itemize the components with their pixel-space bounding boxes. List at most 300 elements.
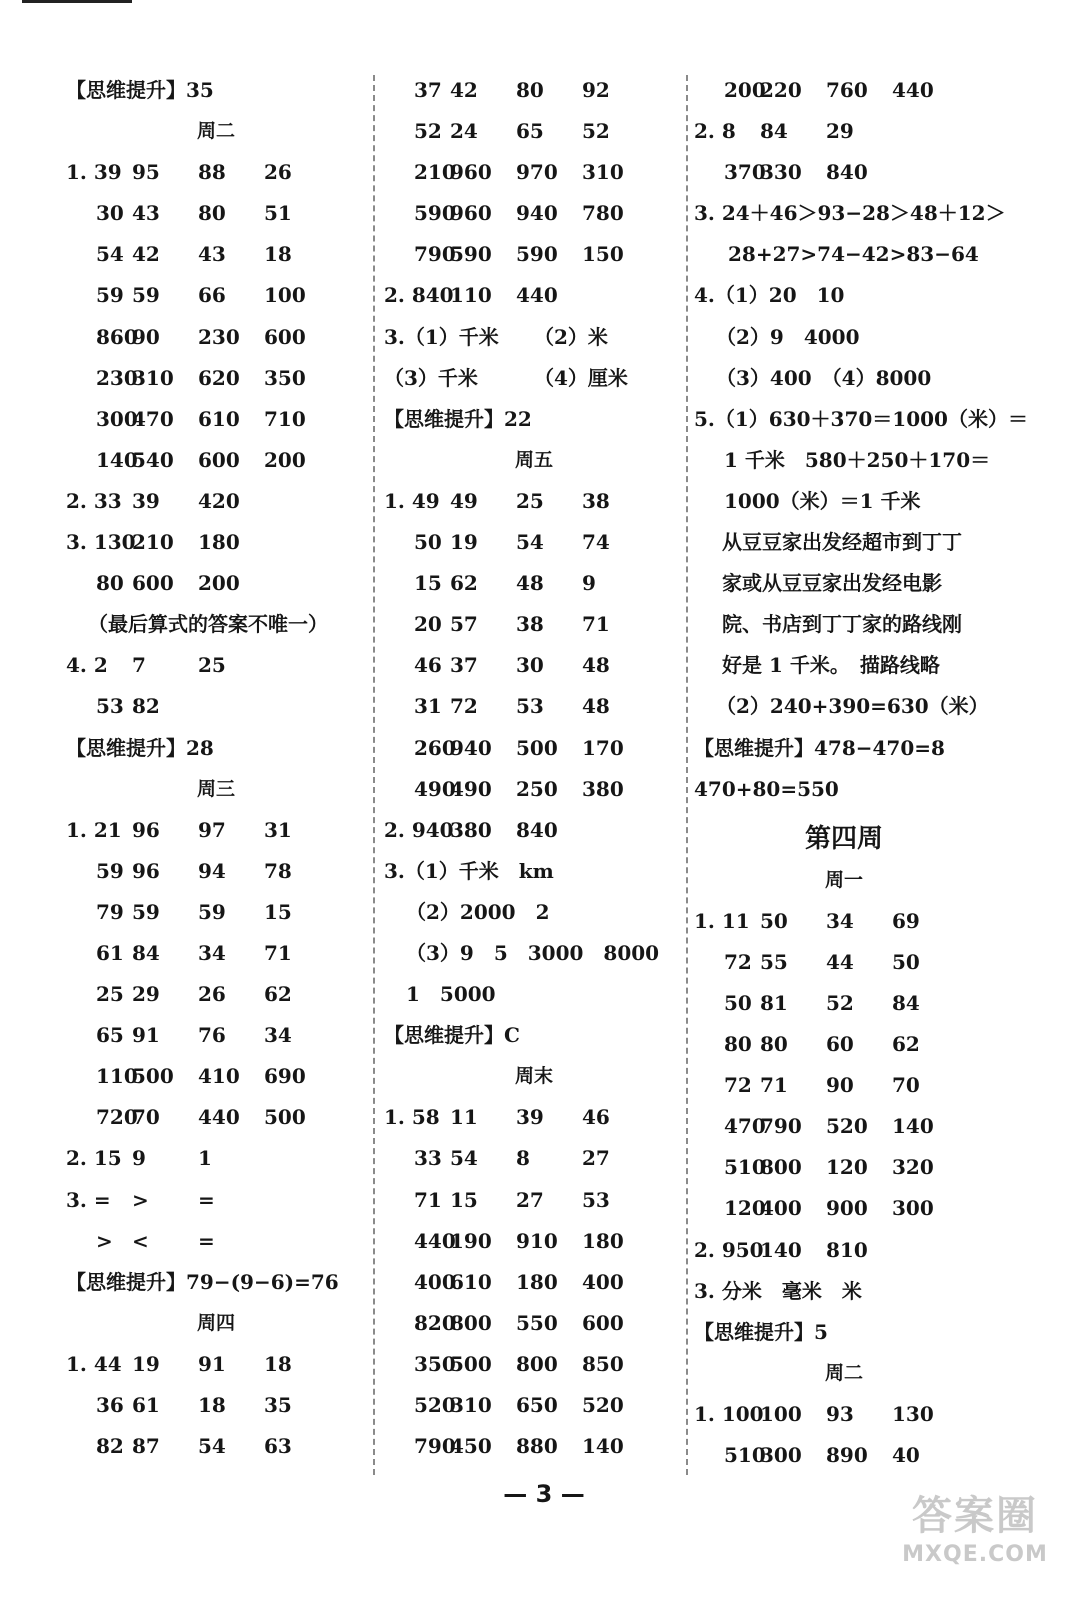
answer-value: 84	[760, 119, 788, 144]
answer-row	[66, 1387, 366, 1428]
answer-value: 890	[826, 1443, 868, 1467]
answer-value: 470	[724, 1114, 766, 1139]
answer-value: 92	[582, 78, 610, 102]
answer-row	[384, 154, 684, 195]
answer-row	[694, 1437, 994, 1478]
answer-value: 900	[826, 1196, 868, 1221]
answer-value: 70	[892, 1073, 920, 1098]
answer-value: 490	[414, 776, 456, 801]
answer-value: 30	[516, 653, 544, 678]
answer-value: 600	[264, 324, 306, 349]
answer-row	[384, 319, 684, 360]
answer-row	[384, 1346, 684, 1387]
answer-value: 200	[724, 78, 766, 102]
answer-value: 50	[760, 908, 788, 933]
answer-value: 18	[198, 1393, 226, 1417]
answer-value: 3. =	[66, 1187, 111, 1212]
answer-value: 440	[198, 1105, 240, 1130]
answer-row	[384, 730, 684, 771]
answer-value: 48	[582, 694, 610, 719]
answer-row	[694, 1149, 994, 1190]
answer-value: 320	[892, 1155, 934, 1180]
answer-value: 59	[132, 283, 160, 308]
answer-value: 500	[450, 1351, 492, 1376]
answer-value: 880	[516, 1434, 558, 1459]
answer-row	[66, 360, 366, 401]
answer-row	[384, 606, 684, 647]
answer-value: 310	[582, 160, 624, 185]
answer-text: 好是 1 千米。 描路线略	[722, 653, 940, 678]
answer-value: 87	[132, 1434, 160, 1459]
answer-value: 260	[414, 735, 456, 760]
answer-text: 【思维提升】C	[384, 1023, 520, 1048]
answer-value: 600	[198, 447, 240, 472]
answer-value: 350	[264, 365, 306, 390]
answer-value: 230	[96, 365, 138, 390]
answer-value: 1	[198, 1146, 212, 1171]
answer-row	[384, 647, 684, 688]
answer-value: 46	[414, 653, 442, 678]
answer-value: 27	[582, 1146, 610, 1171]
answer-value: 690	[264, 1064, 306, 1089]
answer-row	[66, 483, 366, 524]
answer-row	[384, 1223, 684, 1264]
answer-row	[384, 1428, 684, 1469]
answer-value: 59	[96, 858, 124, 883]
answer-value: 42	[132, 242, 160, 267]
answer-value: 820	[414, 1310, 456, 1335]
answer-value: 300	[892, 1196, 934, 1221]
answer-value: 520	[582, 1393, 624, 1417]
answer-value: 840	[826, 160, 868, 185]
answer-value: 610	[198, 406, 240, 431]
answer-value: 310	[450, 1393, 492, 1417]
answer-value: 60	[826, 1032, 854, 1057]
answer-value: 59	[132, 899, 160, 924]
answer-row	[384, 1305, 684, 1346]
answer-value: 25	[198, 653, 226, 678]
answer-value: 970	[516, 160, 558, 185]
answer-value: 230	[198, 324, 240, 349]
answer-value: 650	[516, 1393, 558, 1417]
answer-text: 【思维提升】478−470=8	[694, 735, 945, 760]
answer-value: 91	[198, 1351, 226, 1376]
answer-value: 140	[582, 1434, 624, 1459]
week-heading: 第四周	[804, 823, 883, 854]
answer-value: 800	[516, 1351, 558, 1376]
answer-value: 31	[414, 694, 442, 719]
answer-value: 140	[892, 1114, 934, 1139]
top-edge-bar	[22, 0, 132, 3]
answer-value: 79	[96, 899, 124, 924]
answer-value: 110	[450, 283, 492, 308]
answer-value: 380	[450, 817, 492, 842]
answer-value: 380	[582, 776, 624, 801]
answer-row	[694, 72, 994, 113]
answer-row	[384, 1099, 684, 1140]
answer-value: 50	[724, 990, 752, 1015]
answer-value: 600	[132, 571, 174, 596]
answer-value: 15	[264, 899, 292, 924]
answer-value: 8	[516, 1146, 530, 1171]
answer-value: 1. 39	[66, 160, 122, 185]
answer-value: 1. 49	[384, 488, 440, 513]
answer-value: 81	[760, 990, 788, 1015]
watermark-line1: 答案圈	[912, 1493, 1038, 1539]
answer-value: 940	[450, 735, 492, 760]
answer-value: 26	[264, 160, 292, 185]
answer-row	[66, 236, 366, 277]
answer-value: 210	[132, 530, 174, 555]
answer-value: 180	[582, 1228, 624, 1253]
answer-value: 50	[414, 530, 442, 555]
answer-value: 70	[132, 1105, 160, 1130]
answer-value: 330	[760, 160, 802, 185]
answer-text: （2）240+390=630（米）	[716, 694, 989, 719]
answer-value: 300	[760, 1443, 802, 1467]
answer-row	[694, 1067, 994, 1108]
answer-value: 71	[760, 1073, 788, 1098]
answer-value: 84	[892, 990, 920, 1015]
answer-text: 【思维提升】5	[694, 1319, 828, 1344]
answer-value: 3.（1）千米	[384, 324, 499, 349]
answer-row	[66, 565, 366, 606]
answer-value: 860	[96, 324, 138, 349]
answer-value: 51	[264, 201, 292, 226]
answer-row	[384, 1264, 684, 1305]
answer-value: 1. 58	[384, 1105, 440, 1130]
answer-text: 1000（米）＝1 千米	[724, 488, 921, 513]
answer-value: 29	[132, 982, 160, 1007]
answer-row	[66, 935, 366, 976]
answer-value: 960	[450, 160, 492, 185]
answer-value: 84	[132, 940, 160, 965]
answer-value: 44	[826, 949, 854, 974]
answer-value: 100	[760, 1401, 802, 1426]
answer-value: 18	[264, 1351, 292, 1376]
answer-value: 410	[198, 1064, 240, 1089]
answer-value: 31	[264, 817, 292, 842]
answer-value: 80	[760, 1032, 788, 1057]
answer-value: 790	[760, 1114, 802, 1139]
page-number: — 3 —	[503, 1480, 585, 1508]
answer-value: 1. 100	[694, 1401, 764, 1426]
answer-value: 94	[198, 858, 226, 883]
answer-row	[66, 319, 366, 360]
answer-value: 29	[826, 119, 854, 144]
answer-value: 49	[450, 488, 478, 513]
answer-row	[384, 277, 684, 318]
answer-row	[694, 944, 994, 985]
answer-value: 470	[132, 406, 174, 431]
answer-value: 2. 15	[66, 1146, 122, 1171]
answer-value: 53	[516, 694, 544, 719]
answer-value: 760	[826, 78, 868, 102]
answer-row	[694, 113, 994, 154]
day-heading: 周末	[514, 1065, 553, 1088]
day-heading: 周五	[514, 448, 553, 471]
answer-value: 150	[582, 242, 624, 267]
answer-text: 3. 24＋46＞93−28＞48＋12＞	[694, 201, 1006, 226]
answer-value: 780	[582, 201, 624, 226]
answer-row	[66, 1140, 366, 1181]
answer-value: 440	[892, 78, 934, 102]
answer-value: 210	[414, 160, 456, 185]
answer-value: 710	[264, 406, 306, 431]
answer-value: <	[132, 1228, 149, 1253]
answer-value: 500	[516, 735, 558, 760]
answer-value: 370	[724, 160, 766, 185]
answer-text: （最后算式的答案不唯一）	[88, 612, 328, 637]
answer-value: 52	[826, 990, 854, 1015]
answer-value: 510	[724, 1443, 766, 1467]
answer-value: 1. 21	[66, 817, 122, 842]
answer-value: 420	[198, 488, 240, 513]
answer-value: 71	[264, 940, 292, 965]
answer-value: 1. 11	[694, 908, 750, 933]
answer-value: 590	[516, 242, 558, 267]
answer-value: =	[198, 1228, 215, 1253]
answer-value: 90	[826, 1073, 854, 1098]
answer-value: 3. 130	[66, 530, 136, 555]
answer-value: 9	[132, 1146, 146, 1171]
answer-value: 43	[198, 242, 226, 267]
answer-row	[384, 72, 684, 113]
answer-value: 36	[96, 1393, 124, 1417]
answer-row	[384, 1387, 684, 1428]
watermark-logo	[890, 1492, 1060, 1582]
answer-value: 2. 940	[384, 817, 454, 842]
day-heading: 周一	[824, 868, 863, 891]
answer-value: 500	[264, 1105, 306, 1130]
answer-value: 19	[450, 530, 478, 555]
answer-row	[66, 401, 366, 442]
answer-value: 140	[760, 1237, 802, 1262]
answer-row	[384, 688, 684, 729]
answer-value: 78	[264, 858, 292, 883]
watermark-line2: MXQE.COM	[902, 1542, 1048, 1567]
answer-value: 620	[198, 365, 240, 390]
answer-value: 96	[132, 858, 160, 883]
answer-row	[66, 1017, 366, 1058]
answer-value: 590	[414, 201, 456, 226]
answer-value: 54	[450, 1146, 478, 1171]
answer-value: 93	[826, 1401, 854, 1426]
answer-value: 25	[516, 488, 544, 513]
answer-value: 15	[414, 571, 442, 596]
answer-value: 800	[760, 1155, 802, 1180]
answer-row	[66, 812, 366, 853]
answer-value: 39	[132, 488, 160, 513]
answer-value: 600	[582, 1310, 624, 1335]
answer-row	[694, 154, 994, 195]
answer-value: 50	[892, 949, 920, 974]
answer-value: 510	[724, 1155, 766, 1180]
answer-value: 520	[414, 1393, 456, 1417]
answer-value: 43	[132, 201, 160, 226]
answer-value: 38	[582, 488, 610, 513]
answer-value: 400	[582, 1269, 624, 1294]
answer-value: 95	[132, 160, 160, 185]
answer-row	[694, 985, 994, 1026]
answer-row	[384, 113, 684, 154]
answer-value: （3）千米	[384, 365, 478, 390]
answer-value: 53	[96, 694, 124, 719]
answer-row	[66, 524, 366, 565]
answer-value: 190	[450, 1228, 492, 1253]
answer-row	[66, 853, 366, 894]
answer-row	[66, 1428, 366, 1469]
answer-row	[694, 1232, 994, 1273]
answer-value: 590	[450, 242, 492, 267]
answer-value: 2. 33	[66, 488, 122, 513]
answer-text: 【思维提升】79−(9−6)=76	[66, 1269, 339, 1294]
answer-text: 3. 分米 毫米 米	[694, 1278, 862, 1303]
answer-value: 200	[198, 571, 240, 596]
answer-row	[694, 1108, 994, 1149]
answer-value: =	[198, 1187, 215, 1212]
answer-value: 960	[450, 201, 492, 226]
answer-value: 54	[516, 530, 544, 555]
answer-value: 610	[450, 1269, 492, 1294]
answer-value: 24	[450, 119, 478, 144]
answer-text: 3.（1）千米 km	[384, 858, 554, 883]
answer-text: 470+80=550	[694, 776, 839, 801]
answer-text: 【思维提升】35	[66, 78, 214, 102]
answer-row	[694, 1026, 994, 1067]
answer-row	[66, 1058, 366, 1099]
answer-row	[384, 236, 684, 277]
answer-value: 37	[414, 78, 442, 102]
answer-value: 180	[198, 530, 240, 555]
answer-row	[66, 277, 366, 318]
answer-value: 220	[760, 78, 802, 102]
answer-value: 2. 840	[384, 283, 454, 308]
answer-value: 500	[132, 1064, 174, 1089]
answer-value: 180	[516, 1269, 558, 1294]
answer-value: 48	[582, 653, 610, 678]
answer-value: 400	[760, 1196, 802, 1221]
answer-value: 33	[414, 1146, 442, 1171]
answer-text: 院、书店到丁丁家的路线刚	[722, 612, 962, 637]
answer-value: 88	[198, 160, 226, 185]
answer-value: 90	[132, 324, 160, 349]
answer-value: 37	[450, 653, 478, 678]
answer-value: 62	[892, 1032, 920, 1057]
answer-row	[384, 1182, 684, 1223]
answer-row	[384, 565, 684, 606]
answer-row	[66, 688, 366, 729]
answer-text: 5.（1）630＋370＝1000（米）＝	[694, 406, 1028, 431]
answer-value: 80	[516, 78, 544, 102]
answer-value: 910	[516, 1228, 558, 1253]
answer-value: 34	[198, 940, 226, 965]
answer-value: 1. 44	[66, 1351, 122, 1376]
answer-value: 39	[516, 1105, 544, 1130]
answer-value: 120	[826, 1155, 868, 1180]
answer-value: 130	[892, 1401, 934, 1426]
answer-value: 7	[132, 653, 146, 678]
answer-value: 120	[724, 1196, 766, 1221]
answer-value: 65	[96, 1023, 124, 1048]
answer-text: 家或从豆豆家出发经电影	[722, 571, 942, 596]
answer-value: 59	[96, 283, 124, 308]
answer-value: 52	[414, 119, 442, 144]
answer-value: 97	[198, 817, 226, 842]
answer-value: （4）厘米	[534, 365, 628, 390]
answer-value: 27	[516, 1187, 544, 1212]
answer-value: 96	[132, 817, 160, 842]
answer-column-1	[66, 72, 366, 1469]
answer-value: 38	[516, 612, 544, 637]
answer-row	[384, 360, 684, 401]
answer-value: 170	[582, 735, 624, 760]
answer-value: 62	[450, 571, 478, 596]
answer-value: 250	[516, 776, 558, 801]
column-divider-1	[373, 75, 375, 1475]
answer-text: 28+27>74−42>83−64	[728, 242, 979, 267]
answer-value: 34	[264, 1023, 292, 1048]
answer-value: 40	[892, 1443, 920, 1467]
answer-value: 59	[198, 899, 226, 924]
answer-value: 62	[264, 982, 292, 1007]
answer-value: 11	[450, 1105, 478, 1130]
answer-value: 42	[450, 78, 478, 102]
answer-value: 61	[96, 940, 124, 965]
answer-row	[66, 442, 366, 483]
answer-row	[694, 1396, 994, 1437]
answer-value: 490	[450, 776, 492, 801]
answer-value: 9	[582, 571, 596, 596]
answer-value: 790	[414, 1434, 456, 1459]
answer-value: 440	[414, 1228, 456, 1253]
answer-value: 71	[582, 612, 610, 637]
answer-value: 20	[414, 612, 442, 637]
answer-value: （2）米	[534, 324, 608, 349]
answer-value: 310	[132, 365, 174, 390]
answer-value: 200	[264, 447, 306, 472]
answer-value: 850	[582, 1351, 624, 1376]
answer-text: （2）9 4000	[716, 324, 860, 349]
answer-value: 82	[96, 1434, 124, 1459]
answer-value: 110	[96, 1064, 138, 1089]
answer-value: 35	[264, 1393, 292, 1417]
answer-row	[66, 154, 366, 195]
answer-text: 4.（1）20 10	[694, 283, 845, 308]
answer-value: 720	[96, 1105, 138, 1130]
answer-value: 82	[132, 694, 160, 719]
answer-value: 65	[516, 119, 544, 144]
day-heading: 周三	[196, 777, 235, 800]
answer-value: 55	[760, 949, 788, 974]
answer-row	[66, 1182, 366, 1223]
answer-value: 72	[724, 949, 752, 974]
answer-value: 52	[582, 119, 610, 144]
answer-row	[66, 976, 366, 1017]
answer-row	[384, 1140, 684, 1181]
answer-value: 940	[516, 201, 558, 226]
answer-value: 540	[132, 447, 174, 472]
answer-value: 54	[198, 1434, 226, 1459]
answer-value: 63	[264, 1434, 292, 1459]
answer-row	[66, 1346, 366, 1387]
answer-value: >	[96, 1228, 113, 1253]
answer-value: 74	[582, 530, 610, 555]
answer-value: 34	[826, 908, 854, 933]
answer-value: 71	[414, 1187, 442, 1212]
answer-text: （3）400 （4）8000	[716, 365, 932, 390]
answer-row	[384, 812, 684, 853]
